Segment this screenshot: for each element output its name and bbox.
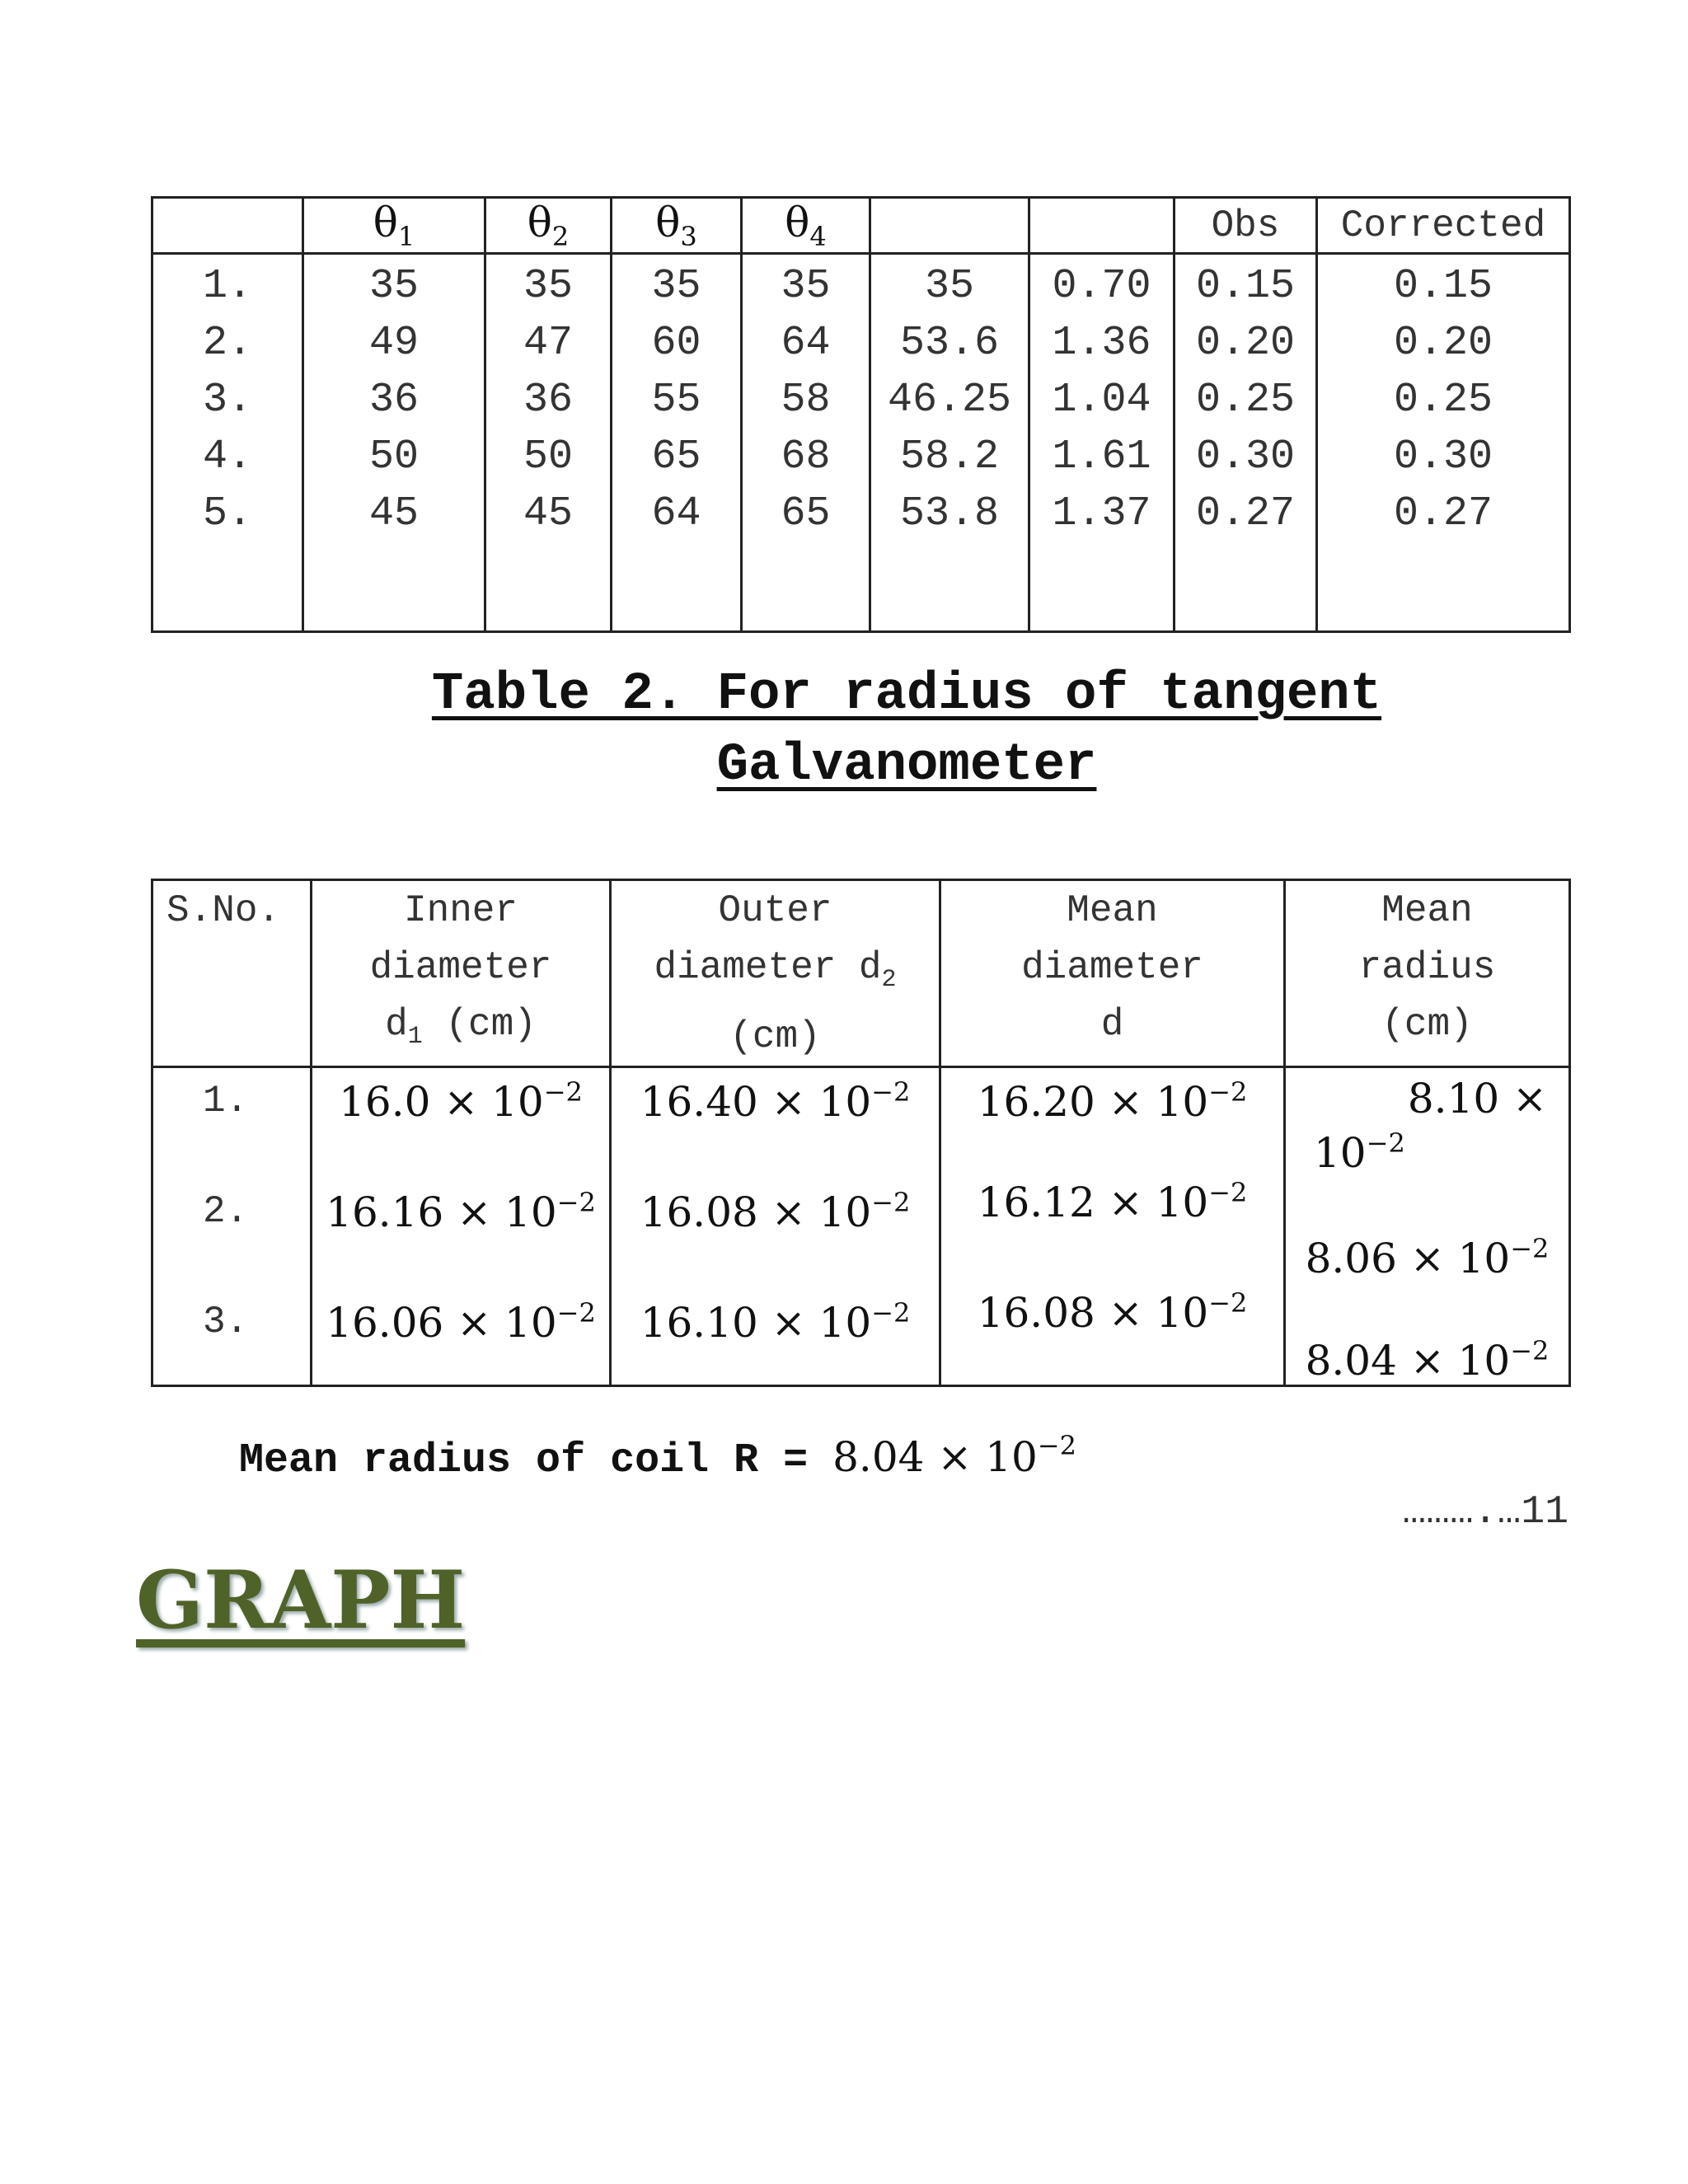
table-cell: 1.61 [1029, 429, 1175, 485]
header-obs: Obs [1175, 198, 1317, 254]
mean-diameter-1: $16.20 \times 10^{-2}$ [977, 1076, 1248, 1127]
table-row [152, 254, 1570, 316]
table-cell: 35 [742, 254, 870, 316]
table-cell: 2. [152, 315, 303, 372]
table-cell: 50 [485, 429, 612, 485]
graph-title: GRAPH [136, 1554, 466, 1647]
table-cell: 53.8 [870, 485, 1029, 542]
table-cell: 35 [612, 254, 742, 316]
outer-diameter-3: $16.10 \times 10^{-2}$ [640, 1297, 911, 1347]
readings-table [151, 196, 1571, 633]
mean-radius-3: $8.04 \times 10^{-2}$ [1305, 1335, 1550, 1385]
table-cell: 36 [303, 372, 485, 429]
inner-diameter-cell [312, 1067, 611, 1386]
table-cell: 36 [485, 372, 612, 429]
header-sno: S.No. [152, 880, 312, 1067]
table-row [152, 372, 1570, 429]
table-cell: 53.6 [870, 315, 1029, 372]
table-cell: 35 [870, 254, 1029, 316]
table-body-row [152, 1067, 1570, 1386]
page-number: ……….…11 [1402, 1490, 1568, 1535]
table-row [152, 485, 1570, 542]
mean-radius-result [239, 1430, 1076, 1484]
outer-diameter-1: $16.40 \times 10^{-2}$ [640, 1076, 911, 1127]
table-cell: 68 [742, 429, 870, 485]
table-cell: 4. [152, 429, 303, 485]
mean-radius-label: Mean radius of coil R = [239, 1437, 833, 1484]
table-cell: 65 [742, 485, 870, 542]
table-header-row [152, 198, 1570, 254]
outer-diameter-2: $16.08 \times 10^{-2}$ [640, 1187, 911, 1237]
table-cell: 0.25 [1175, 372, 1317, 429]
inner-diameter-2: $16.16 \times 10^{-2}$ [326, 1187, 596, 1237]
table-cell: 45 [485, 485, 612, 542]
mean-radius-cell [1285, 1067, 1570, 1386]
heading-line-2: Galvanometer [716, 736, 1097, 795]
table-cell: 0.30 [1317, 429, 1570, 485]
table-cell: 0.70 [1029, 254, 1175, 316]
header-theta-1: $\theta_1$ [303, 198, 485, 254]
table-padding-row [152, 542, 1570, 632]
table-cell: 1.36 [1029, 315, 1175, 372]
table-cell: 0.20 [1317, 315, 1570, 372]
table-cell: 50 [303, 429, 485, 485]
table-cell: 49 [303, 315, 485, 372]
header-tan-theta [1029, 198, 1175, 254]
header-mean-diameter: Mean diameter d [940, 880, 1285, 1067]
inner-diameter-3: $16.06 \times 10^{-2}$ [326, 1297, 596, 1347]
table-cell: 1. [152, 254, 303, 316]
table-row [152, 315, 1570, 372]
header-theta-2: $\theta_2$ [485, 198, 612, 254]
header-outer-diameter: Outer diameter $d_2$ (cm) [611, 880, 940, 1067]
table-cell: 45 [303, 485, 485, 542]
table-row [152, 429, 1570, 485]
header-corrected: Corrected [1317, 198, 1570, 254]
mean-diameter-2: $16.12 \times 10^{-2}$ [977, 1177, 1248, 1227]
header-theta-3: $\theta_3$ [612, 198, 742, 254]
table-cell: 46.25 [870, 372, 1029, 429]
table-cell: 35 [485, 254, 612, 316]
sno-cell [152, 1067, 312, 1386]
table-cell: 0.15 [1175, 254, 1317, 316]
radius-table [151, 879, 1571, 1387]
table-cell: 0.27 [1175, 485, 1317, 542]
table-cell: 0.27 [1317, 485, 1570, 542]
table-cell: 64 [742, 315, 870, 372]
table-cell: 47 [485, 315, 612, 372]
header-theta-4: $\theta_4$ [742, 198, 870, 254]
header-mean-radius: Mean radius (cm) [1285, 880, 1570, 1067]
table-cell: 65 [612, 429, 742, 485]
mean-radius-1b: $10^{-2}$ [1314, 1127, 1405, 1178]
mean-radius-value: $8.04 \times 10^{-2}$ [832, 1430, 1076, 1481]
table-cell: 55 [612, 372, 742, 429]
table-cell: 60 [612, 315, 742, 372]
table-header-row [152, 880, 1570, 1067]
table-cell: 64 [612, 485, 742, 542]
table-cell: 58 [742, 372, 870, 429]
header-inner-diameter: Inner diameter $d_1$ (cm) [312, 880, 611, 1067]
table-cell: 5. [152, 485, 303, 542]
mean-diameter-3: $16.08 \times 10^{-2}$ [977, 1287, 1248, 1338]
table-cell: 35 [303, 254, 485, 316]
heading-line-1: Table 2. For radius of tangent [431, 665, 1382, 724]
sno-3: 3. [203, 1301, 249, 1344]
mean-radius-1a: 8.10 × [1407, 1075, 1547, 1123]
sno-2: 2. [203, 1190, 249, 1234]
table-cell: 0.15 [1317, 254, 1570, 316]
mean-diameter-cell [940, 1067, 1285, 1386]
table-2-heading [247, 659, 1566, 801]
table-cell: 58.2 [870, 429, 1029, 485]
header-sno [152, 198, 303, 254]
mean-radius-2: $8.06 \times 10^{-2}$ [1305, 1233, 1550, 1283]
inner-diameter-1: $16.0 \times 10^{-2}$ [339, 1076, 583, 1127]
table-cell: 0.30 [1175, 429, 1317, 485]
table-cell: 1.37 [1029, 485, 1175, 542]
table-cell: 0.25 [1317, 372, 1570, 429]
header-mean-theta [870, 198, 1029, 254]
table-cell: 0.20 [1175, 315, 1317, 372]
table-cell: 1.04 [1029, 372, 1175, 429]
table-cell: 3. [152, 372, 303, 429]
outer-diameter-cell [611, 1067, 940, 1386]
sno-1: 1. [203, 1080, 249, 1123]
